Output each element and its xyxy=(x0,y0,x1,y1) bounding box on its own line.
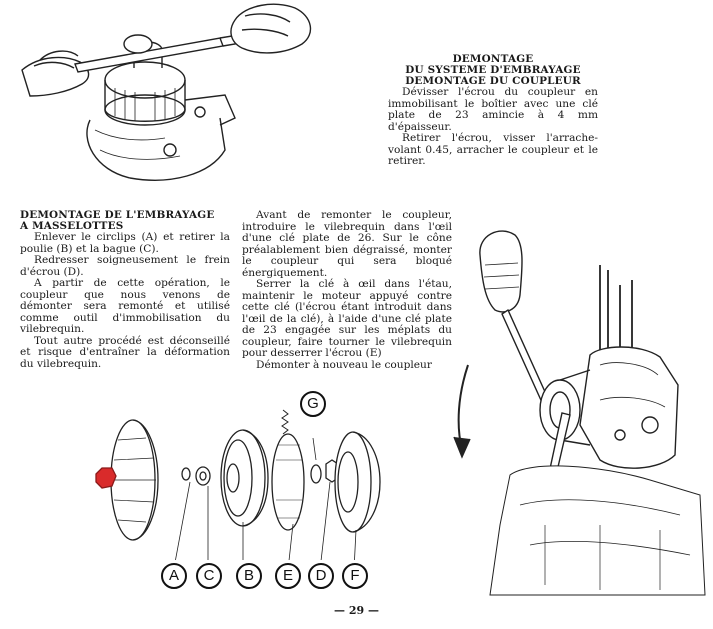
paragraph: Redresser soigneusement le frein d'écrou (D). xyxy=(20,254,230,278)
callout-e: E xyxy=(275,563,301,589)
coupler-wrench-illustration xyxy=(20,0,320,185)
coupler-removal-section xyxy=(388,54,598,168)
paragraph: Dévisser l'écrou du coupleur en immobilisant le boîtier avec une clé plate de 23 amincie à 4 mm d'épaisseur. xyxy=(388,86,598,133)
engine-vise-illustration xyxy=(450,225,712,600)
heading-line: DEMONTAGE DU COUPLEUR xyxy=(405,75,581,87)
paragraph: Avant de remonter le coupleur, introduire le vilebrequin dans l'œil d'une clé plate de 26. Sur le cône préalablement bien dégraissé, monter le coupleur qui sera bloqué énergiquement. xyxy=(242,209,452,279)
paragraph: A partir de cette opération, le coupleur que nous venons de démonter sera remonté et utilisé comme outil d'immobilisation du vilebrequin. xyxy=(20,277,230,335)
paragraph: Démonter à nouveau le coupleur xyxy=(256,358,432,371)
heading-line: DU SYSTEME D'EMBRAYAGE xyxy=(405,64,581,76)
section-heading xyxy=(388,54,598,87)
heading-line: A MASSELOTTES xyxy=(20,220,124,232)
paragraph: Tout autre procédé est déconseillé et risque d'entraîner la déformation du vilebrequin. xyxy=(20,334,230,370)
heading-line: DEMONTAGE DE L'EMBRAYAGE xyxy=(20,209,215,221)
clutch-exploded-view xyxy=(88,400,388,560)
paragraph: Retirer l'écrou, visser l'arrache-volant 0.45, arracher le coupleur et le retirer. xyxy=(388,132,598,167)
reassembly-section xyxy=(242,210,452,371)
paragraph: Enlever le circlips (A) et retirer la poulie (B) et la bague (C). xyxy=(20,231,230,255)
highlighted-nut xyxy=(96,468,116,488)
callout-d: D xyxy=(308,563,334,589)
section-heading xyxy=(20,210,230,232)
callout-c: C xyxy=(196,563,222,589)
callout-g: G xyxy=(300,391,326,417)
flyweight-clutch-section xyxy=(20,210,230,370)
page-number: — 29 — xyxy=(334,604,379,617)
callout-a: A xyxy=(161,563,187,589)
callout-f: F xyxy=(342,563,368,589)
paragraph: Serrer la clé à œil dans l'étau, maintenir le moteur appuyé contre cette clé (l'écrou étant introduit dans l'œil de la clé), à l'aide d'une clé plate de 23 engagée sur les méplats du coupleur, faire tourner le vilebrequin pour desserrer l'écrou (E) xyxy=(242,278,452,359)
heading-line: DEMONTAGE xyxy=(452,53,534,65)
callout-b: B xyxy=(236,563,262,589)
